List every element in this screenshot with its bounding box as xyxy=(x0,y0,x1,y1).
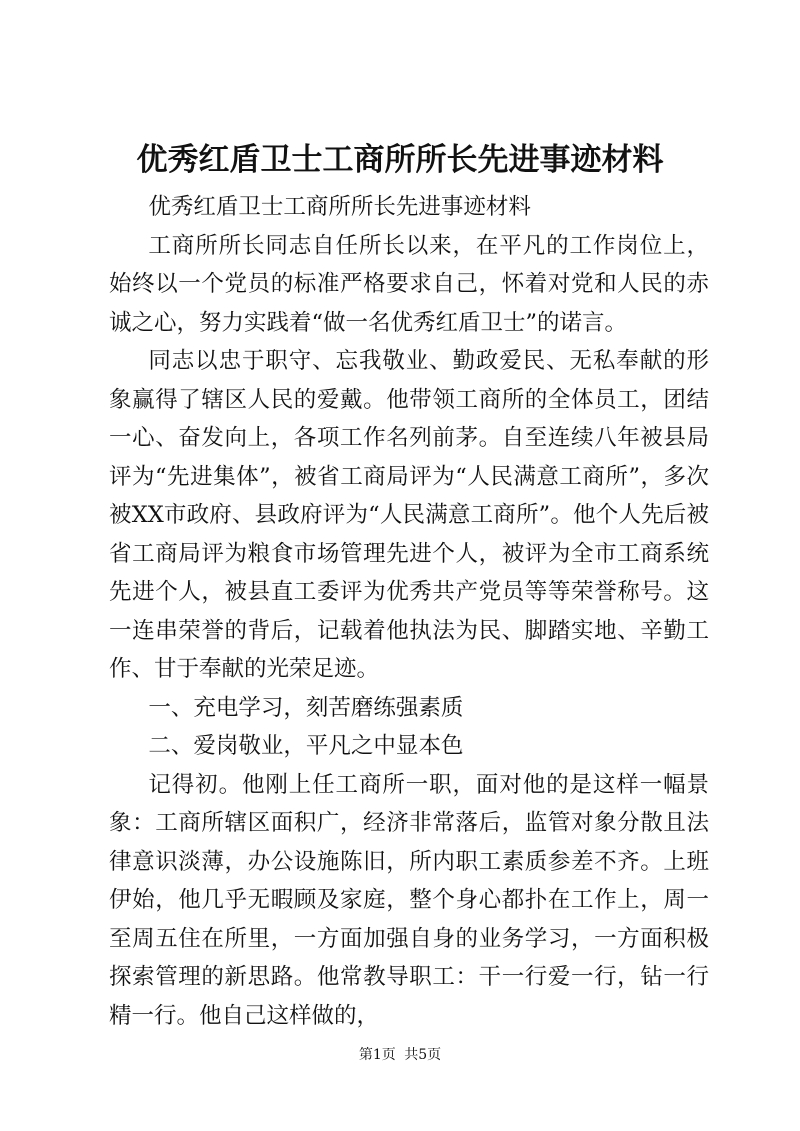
section-heading: 一、充电学习，刻苦磨练强素质 xyxy=(148,694,464,721)
page-number: 第1页 xyxy=(358,1047,396,1063)
body-paragraph: 工商所所长同志自任所长以来，在平凡的工作岗位上，始终以一个党员的标准严格要求自己，怀着对党和人民的赤诚之心，努力实践着“做一名优秀红盾卫士”的诺言。 xyxy=(109,232,709,336)
body-paragraph: 同志以忠于职守、忘我敬业、勤政爱民、无私奉献的形象赢得了辖区人民的爱戴。他带领工商所的全体员工，团结一心、奋发向上，各项工作名列前茅。自至连续八年被县局评为“先进集体”，被省工商局评为“人民满意工商所”，多次被XX市政府、县政府评为“人民满意工商所”。他个人先后被省工商局评为粮食市场管理先进个人，被评为全市工商系统先进个人，被县直工委评为优秀共产党员等等荣誉称号。这一连串荣誉的背后，记载着他执法为民、脚踏实地、辛勤工作、甘于奉献的光荣足迹。 xyxy=(109,348,709,682)
document-body xyxy=(109,188,709,1035)
subtitle-paragraph: 优秀红盾卫士工商所所长先进事迹材料 xyxy=(148,194,531,220)
body-paragraph: 记得初。他刚上任工商所一职，面对他的是这样一幅景象：工商所辖区面积广，经济非常落后，监管对象分散且法律意识淡薄，办公设施陈旧，所内职工素质参差不齐。上班伊始，他几乎无暇顾及家庭，整个身心都扑在工作上，周一至周五住在所里，一方面加强自身的业务学习，一方面积极探索管理的新思路。他常教导职工：干一行爱一行，钻一行精一行。他自己这样做的， xyxy=(109,771,709,1029)
document-title: 优秀红盾卫士工商所所长先进事迹材料 xyxy=(136,142,664,178)
section-heading: 二、爱岗敬业，平凡之中显本色 xyxy=(148,733,464,759)
page-footer xyxy=(0,1045,800,1065)
total-pages: 共5页 xyxy=(404,1047,442,1063)
